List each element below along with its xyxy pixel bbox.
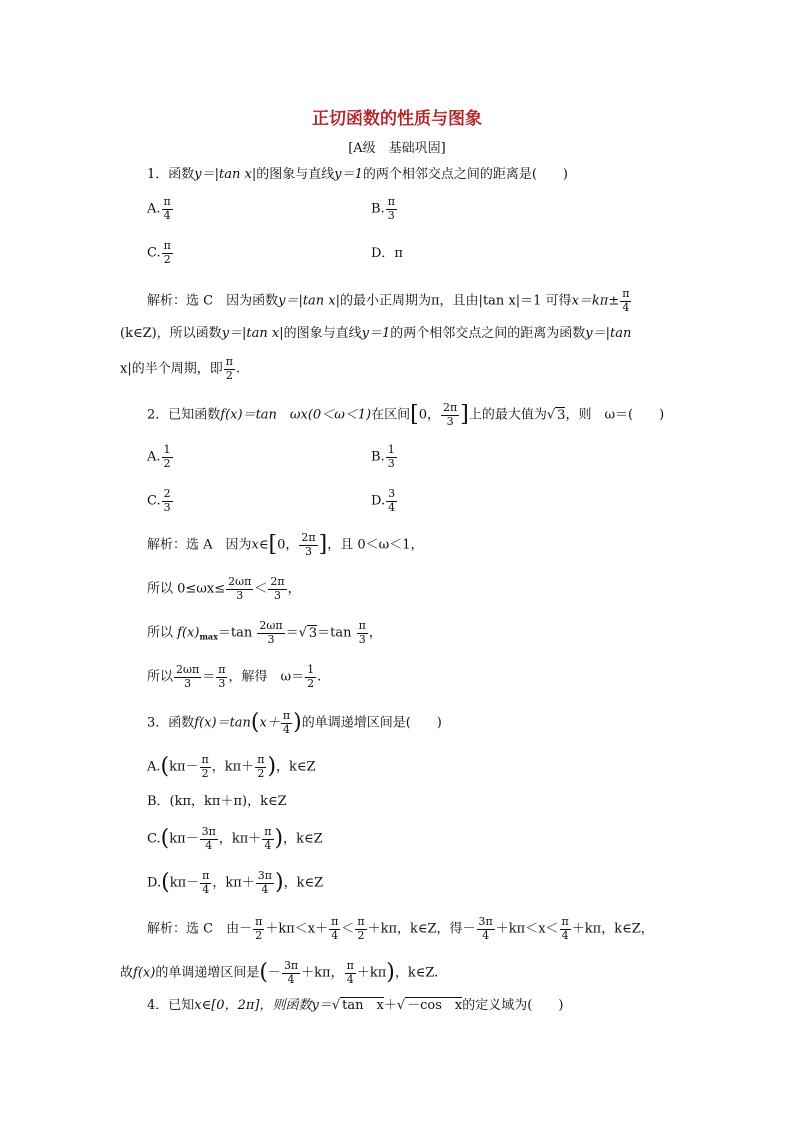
q3-stem: 3．函数f(x)＝tan(x＋ $\frac{\pi}{4}$ )的单调递增区间是( ) xyxy=(147,709,442,736)
q2-option-b: B. $\frac{1}{3}$ xyxy=(371,443,395,470)
q2-stem: 2．已知函数f(x)＝tan ωx(0＜ω＜1)在区间[0， $\frac{2\pi}{3}$ ]上的最大值为√ 3，则 ω＝( ) xyxy=(147,401,665,428)
q2-option-a: A. $\frac{1}{2}$ xyxy=(147,443,171,470)
q2-option-d: D. $\frac{3}{4}$ xyxy=(371,487,396,514)
q4-stem: 4．已知x∈[0，2π]，则函数y＝√ tan x＋√ －cos x的定义域为( ) xyxy=(147,998,564,1013)
q1-option-c: C. $\frac{\pi}{2}$ xyxy=(147,239,171,266)
q1-option-d: D．π xyxy=(371,246,403,261)
q2-explanation-line4: 所以 $\frac{2\omega\pi}{3}$ ＝ $\frac{\pi}{3}$ ，解得 ω＝ $\frac{1}{2}$ . xyxy=(147,663,322,690)
section-level: [A级 基础巩固] xyxy=(348,141,446,156)
q1-option-b: B. $\frac{\pi}{3}$ xyxy=(371,195,395,222)
q3-explanation-line1: 解析：选 C 由－ $\frac{\pi}{2}$ ＋kπ＜x＋ $\frac{\pi}{4}$ ＜ $\frac{\pi}{2}$ ＋kπ，k∈Z，得－ $\frac{3\pi}{4}$ ＋kπ＜x＜ $\frac{\pi}{4}$ ＋kπ，k∈Z， xyxy=(147,915,654,942)
q1-option-a: A. $\frac{\pi}{4}$ xyxy=(147,195,171,222)
q3-option-c: C.(kπ－ $\frac{3\pi}{4}$ ，kπ＋ $\frac{\pi}{4}$ )，k∈Z xyxy=(147,825,323,852)
q3-option-a: A.(kπ－ $\frac{\pi}{2}$ ，kπ＋ $\frac{\pi}{2}$ )，k∈Z xyxy=(147,753,316,780)
q2-explanation-line1: 解析：选 A 因为x∈[0， $\frac{2\pi}{3}$ ]，且 0＜ω＜1， xyxy=(147,531,424,558)
q1-explanation-line3: x|的半个周期，即 $\frac{\pi}{2}$ . xyxy=(120,355,241,382)
page-title: 正切函数的性质与图象 xyxy=(312,109,482,129)
q2-explanation-line3: 所以 $f(x)_{max}=\tan$ $\frac{2\omega\pi}{3}$ ＝√ 3＝tan $\frac{\pi}{3}$ ， xyxy=(147,619,382,646)
q3-option-b: B．(kπ，kπ＋π)，k∈Z xyxy=(147,794,287,809)
q1-explanation-line2: (k∈Z)，所以函数y＝|tan x|的图象与直线y＝1的两个相邻交点之间的距离为函数y＝|tan xyxy=(120,326,632,341)
q3-option-d: D.(kπ－ $\frac{\pi}{4}$ ，kπ＋ $\frac{3\pi}{4}$ )，k∈Z xyxy=(147,869,324,896)
q1-explanation-line1: 解析：选 C 因为函数y＝|tan x|的最小正周期为π，且由|tan x|＝1 可得x＝kπ± $\frac{\pi}{4}$ xyxy=(147,287,630,314)
q2-explanation-line2: 所以 0≤ωx≤ $\frac{2\omega\pi}{3}$ ＜ $\frac{2\pi}{3}$ ， xyxy=(147,575,301,602)
q1-stem: 1．函数y＝|tan x|的图象与直线y＝1的两个相邻交点之间的距离是( ) xyxy=(147,167,568,182)
q2-option-c: C. $\frac{2}{3}$ xyxy=(147,487,171,514)
q3-explanation-line2: 故f(x)的单调递增区间是(－ $\frac{3\pi}{4}$ ＋kπ， $\frac{\pi}{4}$ ＋kπ)，k∈Z. xyxy=(120,959,439,986)
